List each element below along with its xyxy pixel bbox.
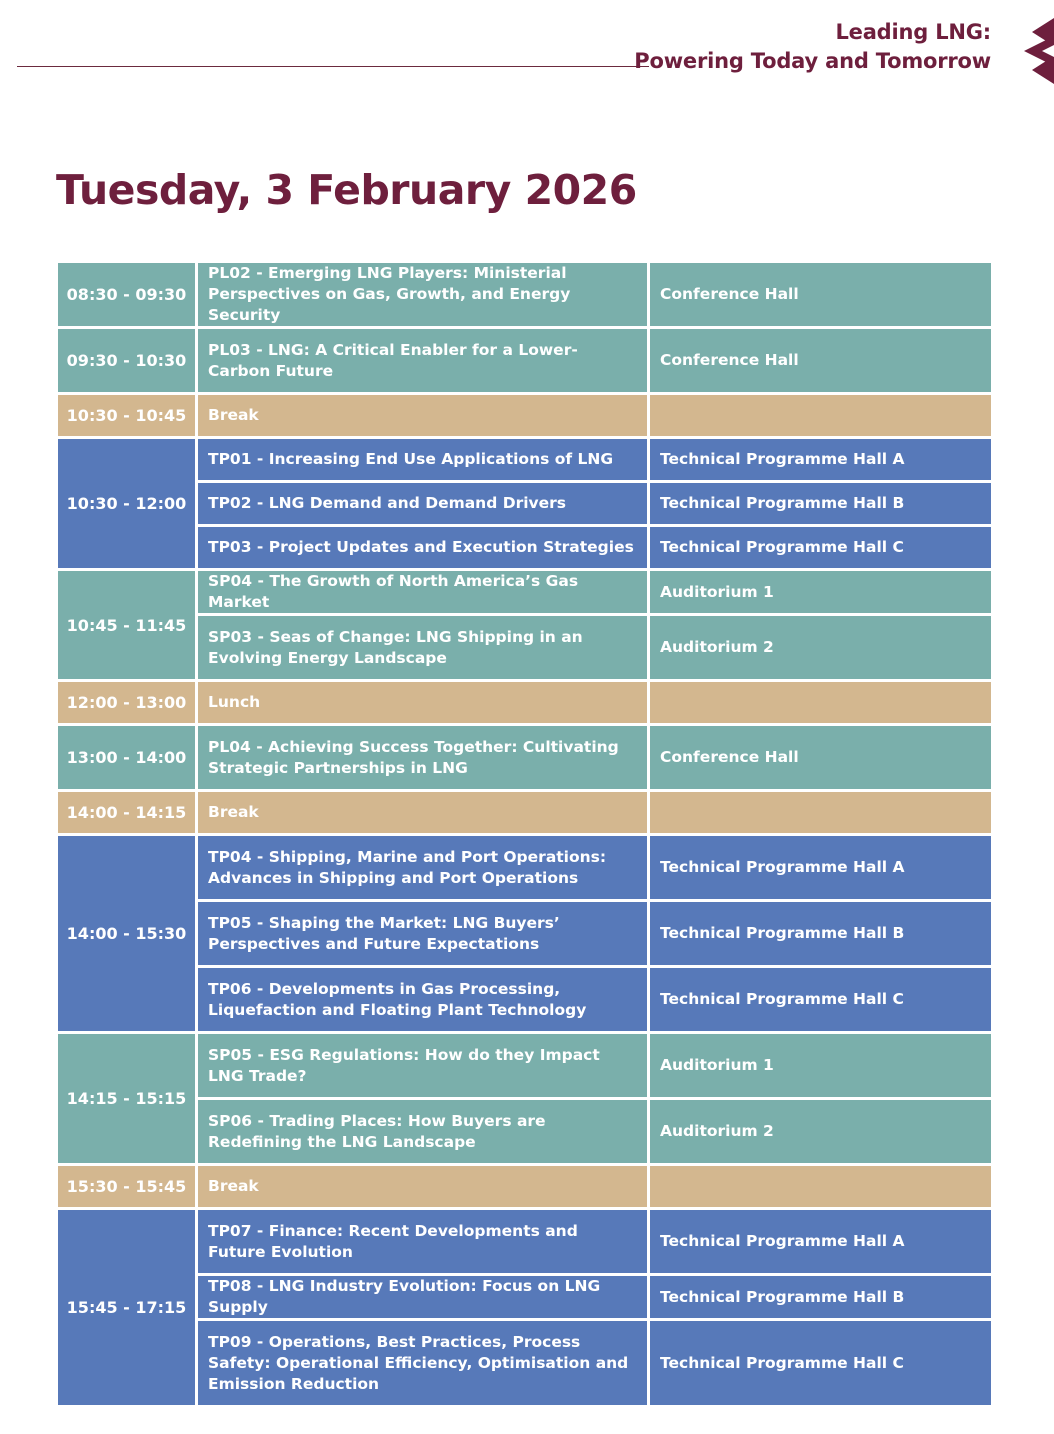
session-venue <box>649 791 993 835</box>
qatar-diamond-logo-icon <box>1018 18 1054 84</box>
time-slot: 14:00 - 14:15 <box>57 791 197 835</box>
session-venue: Technical Programme Hall C <box>649 967 993 1033</box>
session-venue: Technical Programme Hall A <box>649 1209 993 1275</box>
table-row <box>57 1320 993 1407</box>
session-venue: Technical Programme Hall C <box>649 526 993 570</box>
table-row <box>57 681 993 725</box>
tagline-line-1: Leading LNG: <box>835 20 991 44</box>
time-slot: 12:00 - 13:00 <box>57 681 197 725</box>
table-row <box>57 438 993 482</box>
session-title: SP05 - ESG Regulations: How do they Impact LNG Trade? <box>197 1033 649 1099</box>
schedule-table <box>55 260 994 1408</box>
session-venue: Technical Programme Hall A <box>649 438 993 482</box>
time-slot: 08:30 - 09:30 <box>57 262 197 328</box>
time-slot: 14:00 - 15:30 <box>57 835 197 1033</box>
time-slot: 15:45 - 17:15 <box>57 1209 197 1407</box>
session-title: Break <box>197 791 649 835</box>
session-title: TP05 - Shaping the Market: LNG Buyers’ Perspectives and Future Expectations <box>197 901 649 967</box>
table-row <box>57 967 993 1033</box>
session-title: TP01 - Increasing End Use Applications of LNG <box>197 438 649 482</box>
time-slot: 09:30 - 10:30 <box>57 328 197 394</box>
table-row <box>57 1099 993 1165</box>
session-venue: Technical Programme Hall B <box>649 1275 993 1320</box>
session-venue: Conference Hall <box>649 328 993 394</box>
session-title: PL02 - Emerging LNG Players: Ministerial Perspectives on Gas, Growth, and Energy Security <box>197 262 649 328</box>
session-venue: Technical Programme Hall C <box>649 1320 993 1407</box>
session-title: TP03 - Project Updates and Execution Strategies <box>197 526 649 570</box>
time-slot: 14:15 - 15:15 <box>57 1033 197 1165</box>
session-title: Lunch <box>197 681 649 725</box>
event-tagline <box>634 18 991 76</box>
session-venue: Technical Programme Hall A <box>649 835 993 901</box>
session-title: SP04 - The Growth of North America’s Gas Market <box>197 570 649 615</box>
session-venue: Conference Hall <box>649 262 993 328</box>
table-row <box>57 1165 993 1209</box>
table-row <box>57 328 993 394</box>
session-title: TP04 - Shipping, Marine and Port Operations: Advances in Shipping and Port Operations <box>197 835 649 901</box>
table-row <box>57 1209 993 1275</box>
session-venue: Auditorium 2 <box>649 615 993 681</box>
session-title: Break <box>197 394 649 438</box>
time-slot: 10:30 - 12:00 <box>57 438 197 570</box>
table-row <box>57 725 993 791</box>
table-row <box>57 262 993 328</box>
table-row <box>57 1275 993 1320</box>
table-row <box>57 901 993 967</box>
table-row <box>57 394 993 438</box>
session-title: TP02 - LNG Demand and Demand Drivers <box>197 482 649 526</box>
session-venue: Auditorium 2 <box>649 1099 993 1165</box>
session-venue <box>649 394 993 438</box>
session-title: TP09 - Operations, Best Practices, Process Safety: Operational Efficiency, Optimisation and Emission Reduction <box>197 1320 649 1407</box>
session-title: TP06 - Developments in Gas Processing, Liquefaction and Floating Plant Technology <box>197 967 649 1033</box>
session-venue: Conference Hall <box>649 725 993 791</box>
session-title: TP07 - Finance: Recent Developments and Future Evolution <box>197 1209 649 1275</box>
session-title: Break <box>197 1165 649 1209</box>
session-venue <box>649 681 993 725</box>
session-venue: Auditorium 1 <box>649 570 993 615</box>
time-slot: 10:45 - 11:45 <box>57 570 197 681</box>
session-venue: Auditorium 1 <box>649 1033 993 1099</box>
table-row <box>57 570 993 615</box>
table-row <box>57 615 993 681</box>
session-venue: Technical Programme Hall B <box>649 482 993 526</box>
session-title: SP03 - Seas of Change: LNG Shipping in an Evolving Energy Landscape <box>197 615 649 681</box>
table-row <box>57 791 993 835</box>
time-slot: 15:30 - 15:45 <box>57 1165 197 1209</box>
table-row <box>57 526 993 570</box>
table-row <box>57 1033 993 1099</box>
session-title: PL03 - LNG: A Critical Enabler for a Lower-Carbon Future <box>197 328 649 394</box>
time-slot: 13:00 - 14:00 <box>57 725 197 791</box>
header-divider <box>17 66 649 67</box>
session-title: PL04 - Achieving Success Together: Cultivating Strategic Partnerships in LNG <box>197 725 649 791</box>
page-title: Tuesday, 3 February 2026 <box>56 166 637 214</box>
session-venue <box>649 1165 993 1209</box>
table-row <box>57 835 993 901</box>
session-title: TP08 - LNG Industry Evolution: Focus on LNG Supply <box>197 1275 649 1320</box>
table-row <box>57 482 993 526</box>
time-slot: 10:30 - 10:45 <box>57 394 197 438</box>
session-title: SP06 - Trading Places: How Buyers are Redefining the LNG Landscape <box>197 1099 649 1165</box>
tagline-line-2: Powering Today and Tomorrow <box>634 49 991 73</box>
session-venue: Technical Programme Hall B <box>649 901 993 967</box>
